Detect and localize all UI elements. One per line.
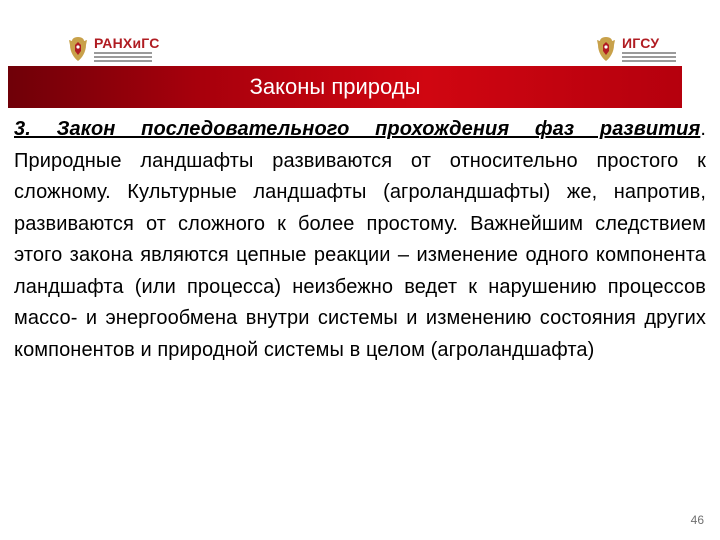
law-text: . Природные ландшафты развиваются от относительно простого к сложному. Культурные ландшафты (агроландшафты) же, напротив, развиваются от сложного к более простому. Важнейшим следствием этого закона являются цепные реакции – изменение одного компонента ландшафта (или процесса) неизбежно ведет к нарушению процессов массо- и энергообмена внутри системы и изменению состояния других компонентов и природной системы в целом (агроландшафта) xyxy=(14,118,706,361)
igsu-logo-subtitle xyxy=(622,52,676,62)
slide-title: Законы природы xyxy=(249,74,421,99)
coat-of-arms-icon xyxy=(594,36,618,62)
ranepa-logo-name: РАНХиГС xyxy=(94,35,160,51)
coat-of-arms-icon xyxy=(66,36,90,62)
page-number: 46 xyxy=(690,513,704,527)
slide-body xyxy=(14,114,706,366)
igsu-logo xyxy=(594,36,676,62)
ranepa-logo-subtitle xyxy=(94,52,160,62)
igsu-logo-name: ИГСУ xyxy=(622,35,660,51)
law-heading: 3. Закон последовательного прохождения фаз развития xyxy=(14,118,701,140)
ranepa-logo xyxy=(66,36,160,62)
title-bar xyxy=(8,66,682,108)
